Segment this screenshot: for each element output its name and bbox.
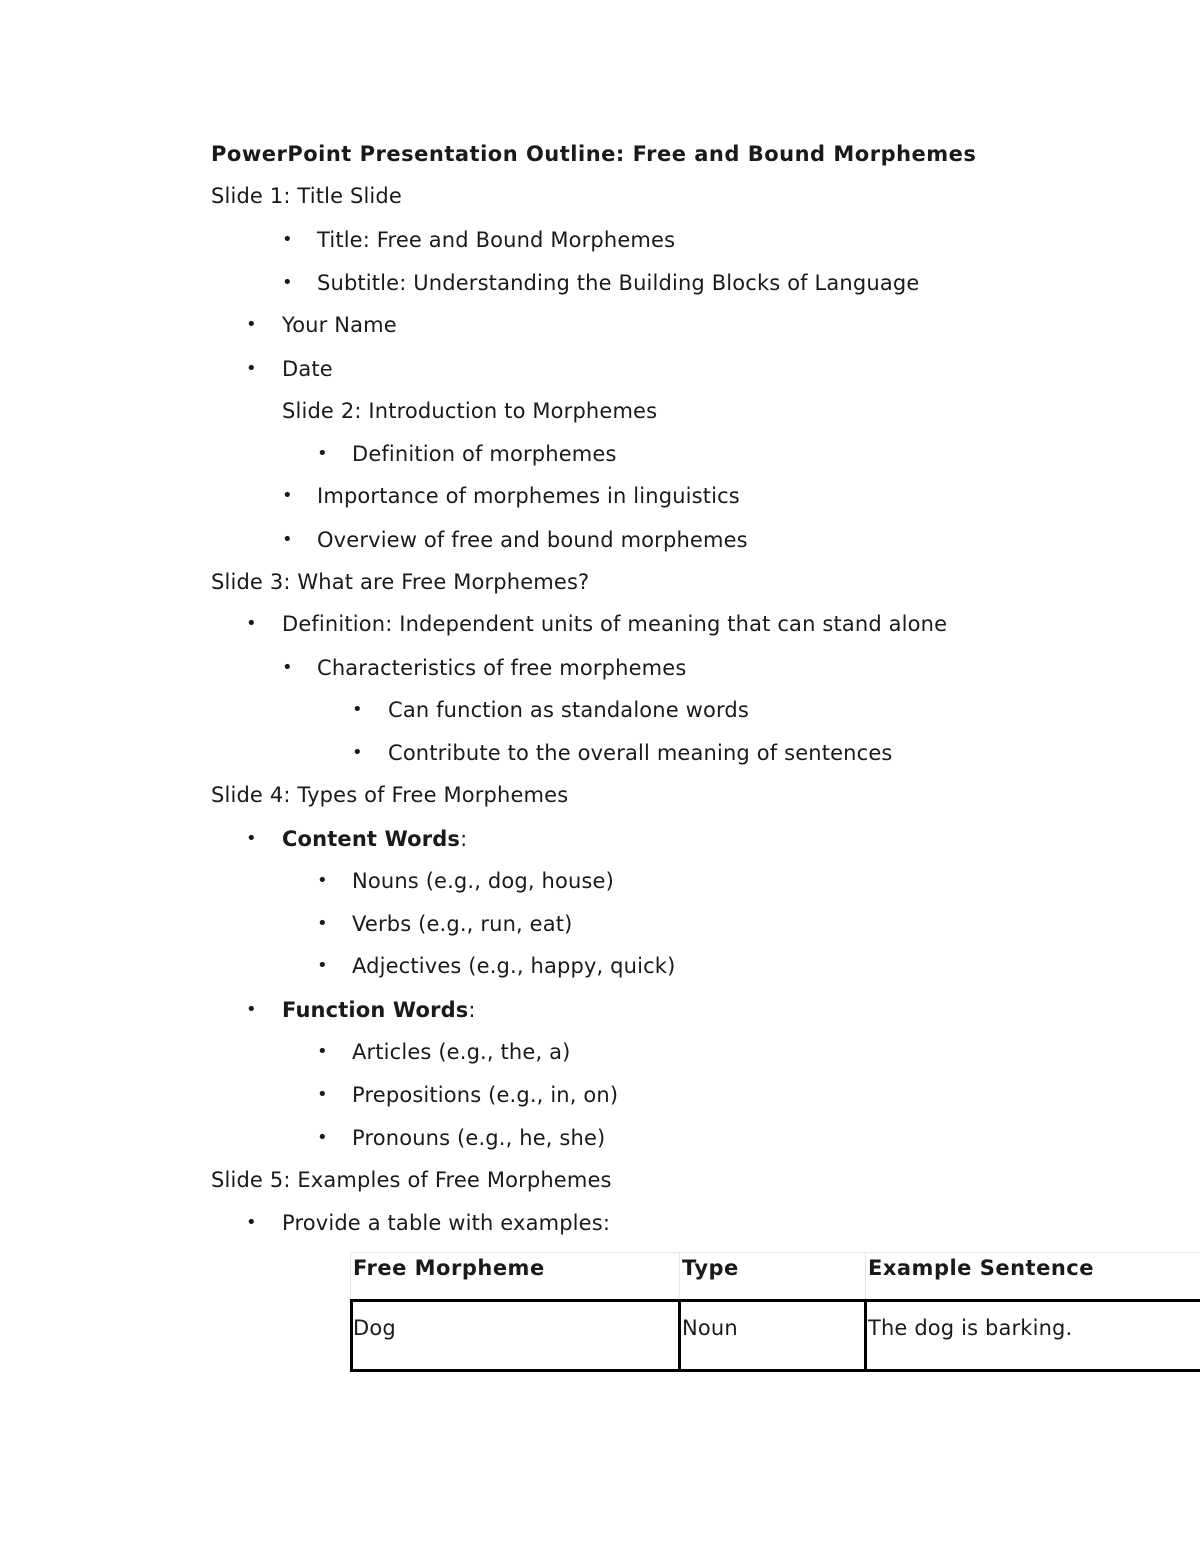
table-cell: Dog xyxy=(353,1316,396,1340)
list-item: Nouns (e.g., dog, house) xyxy=(352,869,614,893)
bullet-icon: • xyxy=(246,358,257,379)
list-item: Date xyxy=(282,357,333,381)
list-item: Pronouns (e.g., he, she) xyxy=(352,1126,606,1150)
function-words-label: Function Words xyxy=(282,998,469,1022)
slide4-heading: Slide 4: Types of Free Morphemes xyxy=(211,783,569,807)
list-item: Definition: Independent units of meaning that can stand alone xyxy=(282,612,948,636)
list-item: Adjectives (e.g., happy, quick) xyxy=(352,954,676,978)
table-cell: The dog is barking. xyxy=(868,1316,1073,1340)
bullet-icon: • xyxy=(317,955,328,976)
list-item: Your Name xyxy=(282,313,397,337)
colon: : xyxy=(468,998,476,1022)
examples-table xyxy=(350,1252,1200,1372)
bullet-icon: • xyxy=(317,1127,328,1148)
bullet-icon: • xyxy=(282,272,293,293)
content-words-label: Content Words xyxy=(282,827,461,851)
list-item: Subtitle: Understanding the Building Blocks of Language xyxy=(317,271,920,295)
table-header-divider xyxy=(679,1252,680,1299)
bullet-icon: • xyxy=(282,485,293,506)
table-cell: Noun xyxy=(682,1316,738,1340)
table-header-divider xyxy=(865,1252,866,1299)
table-column-divider xyxy=(678,1299,681,1372)
list-item: Definition of morphemes xyxy=(352,442,617,466)
bullet-icon: • xyxy=(246,314,257,335)
bullet-icon: • xyxy=(282,529,293,550)
list-item: Verbs (e.g., run, eat) xyxy=(352,912,573,936)
slide3-heading: Slide 3: What are Free Morphemes? xyxy=(211,570,590,594)
list-item: Importance of morphemes in linguistics xyxy=(317,484,740,508)
list-item: Can function as standalone words xyxy=(388,698,749,722)
table-column-divider xyxy=(864,1299,867,1372)
bullet-icon: • xyxy=(317,913,328,934)
bullet-icon: • xyxy=(317,870,328,891)
list-item: Provide a table with examples: xyxy=(282,1211,611,1235)
table-row-bottom-border xyxy=(350,1369,1200,1372)
bullet-icon: • xyxy=(352,742,363,763)
slide5-heading: Slide 5: Examples of Free Morphemes xyxy=(211,1168,612,1192)
table-header-cell: Type xyxy=(682,1256,739,1280)
list-item: Title: Free and Bound Morphemes xyxy=(317,228,676,252)
table-header-left-border xyxy=(350,1252,351,1299)
bullet-icon: • xyxy=(246,999,257,1020)
list-item: Overview of free and bound morphemes xyxy=(317,528,748,552)
bullet-icon: • xyxy=(317,1084,328,1105)
bullet-icon: • xyxy=(352,699,363,720)
list-item: Articles (e.g., the, a) xyxy=(352,1040,571,1064)
table-header-top-border xyxy=(350,1252,1200,1253)
table-row-top-border xyxy=(350,1299,1200,1302)
function-words-item xyxy=(282,997,476,1023)
document-title: PowerPoint Presentation Outline: Free and Bound Morphemes xyxy=(211,142,977,166)
content-words-item xyxy=(282,826,467,852)
bullet-icon: • xyxy=(246,828,257,849)
list-item: Prepositions (e.g., in, on) xyxy=(352,1083,619,1107)
bullet-icon: • xyxy=(282,657,293,678)
bullet-icon: • xyxy=(246,1212,257,1233)
bullet-icon: • xyxy=(282,229,293,250)
table-header-cell: Example Sentence xyxy=(868,1256,1094,1280)
bullet-icon: • xyxy=(317,1041,328,1062)
slide1-heading: Slide 1: Title Slide xyxy=(211,184,402,208)
list-item: Characteristics of free morphemes xyxy=(317,656,687,680)
slide2-heading: Slide 2: Introduction to Morphemes xyxy=(282,399,658,423)
colon: : xyxy=(460,827,468,851)
table-header-cell: Free Morpheme xyxy=(353,1256,545,1280)
list-item: Contribute to the overall meaning of sentences xyxy=(388,741,893,765)
bullet-icon: • xyxy=(246,613,257,634)
bullet-icon: • xyxy=(317,443,328,464)
